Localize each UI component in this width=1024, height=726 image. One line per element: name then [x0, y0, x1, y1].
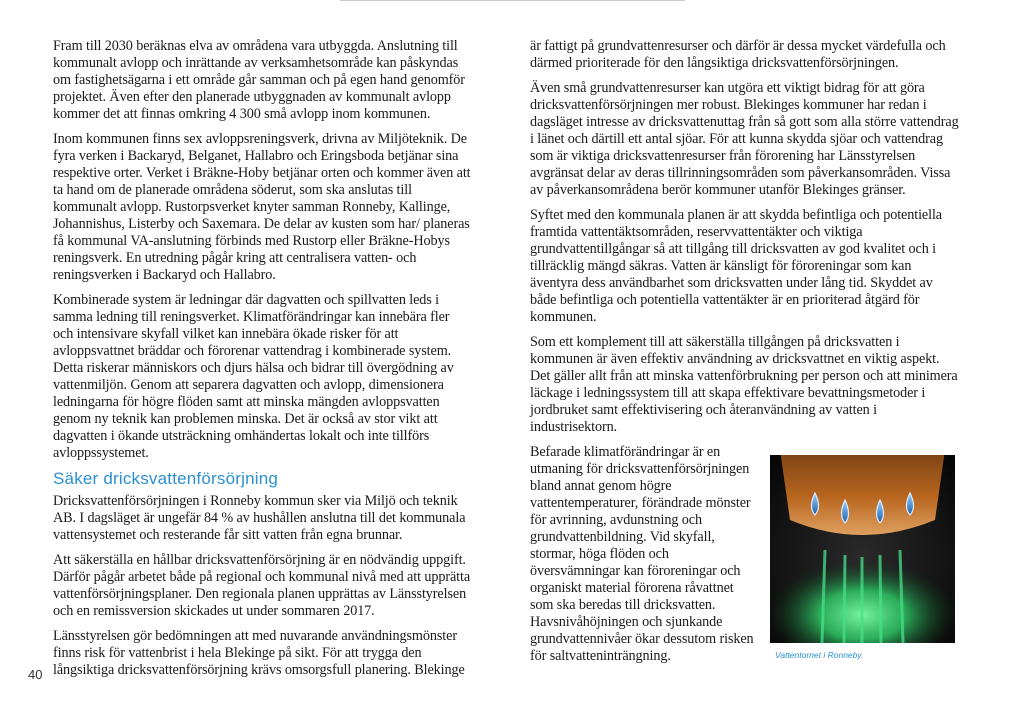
- paragraph: Att säkerställa en hållbar dricksvattenförsörjning är en nödvändig uppgift. Därför pågår arbetet både på regional och kommunal nivå med att upprätta vattenförsörjningsplaner. Den regionala planen upprättas av Länsstyrelsen och en remissversion skickades ut under sommaren 2017.: [53, 552, 471, 619]
- water-tower-photo: [770, 455, 955, 643]
- paragraph: Som ett komplement till att säkerställa tillgången på dricksvatten i kommunen är även effektiv användning av dricksvattnet en viktig aspekt. Det gäller allt från att minska vattenförbrukning per person och att minimera läckage i ledningssystem till att skapa effektivare bevattningsmetoder i jordbruket samt effektivisering och återanvändning av vatten i industrisektorn.: [530, 334, 958, 435]
- paragraph: Syftet med den kommunala planen är att skydda befintliga och potentiella framtida vattentäktsområden, reservvattentäkter och viktiga grundvattentillgångar så att tillgång till dricksvatten av god kvalitet och i tillräcklig mängd säkras. Vatten är känsligt för föroreningar som kan äventyra dess användbarhet som dricksvatten under lång tid. Skyddet av både befintliga och potentiella vattentäkter är en prioriterad åtgärd för kommunen.: [530, 207, 942, 325]
- paragraph: Dricksvattenförsörjningen i Ronneby kommun sker via Miljö och teknik AB. I dagsläget är ungefär 84 % av hushållen anslutna till det kommunala vattensystemet och resterande får sitt vatten från egna brunnar.: [53, 493, 466, 543]
- paragraph: Fram till 2030 beräknas elva av områdena vara utbyggda. Anslutning till kommunalt avlopp och inrättande av verksamhetsområde kan påskyndas om fastighetsägarna i ett område går samman och på egen hand genomför projektet. Även efter den planerade utbyggnaden av kommunalt avlopp kommer det att finnas omkring 4 300 små avlopp inom kommunen.: [53, 38, 465, 122]
- paragraph: Inom kommunen finns sex avloppsreningsverk, drivna av Miljöteknik. De fyra verken i Backaryd, Belganet, Hallabro och Eringsboda betjänar sina respektive orter. Verket i Bräkne-Hoby betjänar orten och kommer även att ta hand om de planerade områdena söderut, som ska anslutas till kommunalt avlopp. Rustorpsverket knyter samman Ronneby, Kallinge, Johannishus, Listerby och Saxemara. De delar av kusten som har/ planeras få kommunal VA-anslutning förbinds med Rustorp eller Bräkne-Hobys reningsverk. En utredning pågår kring att centralisera vatten- och reningsverken i Backaryd och Hallabro.: [53, 131, 471, 283]
- page-number: 40: [28, 667, 43, 682]
- left-column: [53, 38, 473, 687]
- paragraph: Även små grundvattenresurser kan utgöra ett viktigt bidrag för att göra dricksvattenförsörjningen mer robust. Blekinges kommuner har redan i dagsläget intresse av dricksvattenuttag från så gott som alla större vattendrag i länet och därtill ett antal sjöar. För att kunna skydda sjöar och vattendrag som är viktiga dricksvattenresurser från förorening har Länsstyrelsen avgränsat delar av deras tillrinningsområden som påverkansområden. Vissa av påverkansområdena berör kommuner utanför Blekinges gränser.: [530, 80, 959, 198]
- paragraph-wrapped: Befarade klimatförändringar är en utmaning för dricksvattenförsörjningen bland annat genom högre vattentemperaturer, förändrade mönster för avrinning, avdunstning och grundvattenbildning. Vid skyfall, stormar, höga flöden och översvämningar kan föroreningar och organiskt material förorena råvattnet som ska beredas till dricksvatten. Havsnivåhöjningen och sjunkande grundvattennivåer ökar dessutom risken för saltvatteninträngning.: [530, 444, 754, 664]
- section-heading: Säker dricksvattenförsörjning: [53, 469, 279, 488]
- water-tower-illustration: [770, 455, 955, 643]
- paragraph: Kombinerade system är ledningar där dagvatten och spillvatten leds i samma ledning till reningsverket. Klimatförändringar kan innebära fler och intensivare skyfall vilket kan innebära ökade risker för att avloppsvattnet bräddar och förorenar vattendrag i kombinerade system. Detta riskerar människors och djurs hälsa och bidrar till övergödning av vattenmiljön. Genom att separera dagvatten och avlopp, dimensionera ledningarna för högre flöden samt att minska mängden avloppsvatten genom ny teknik kan problemen minska. Det är också av stor vikt att dagvatten i ökande utsträckning omhändertas lokalt och inte tillförs avloppssystemet.: [53, 292, 454, 461]
- paragraph: är fattigt på grundvattenresurser och därför är dessa mycket värdefulla och därmed prioriterade för den långsiktiga dricksvattenförsörjningen.: [530, 38, 946, 71]
- paragraph: Länsstyrelsen gör bedömningen att med nuvarande användningsmönster finns risk för vattenbrist i hela Blekinge på sikt. För att trygga den långsiktiga dricksvattenförsörjning krävs omsorgsfull planering. Blekinge: [53, 628, 465, 678]
- top-rule: [340, 0, 685, 1]
- figure-caption: Vattentornet i Ronneby.: [775, 650, 864, 660]
- tower-bowl: [780, 455, 945, 535]
